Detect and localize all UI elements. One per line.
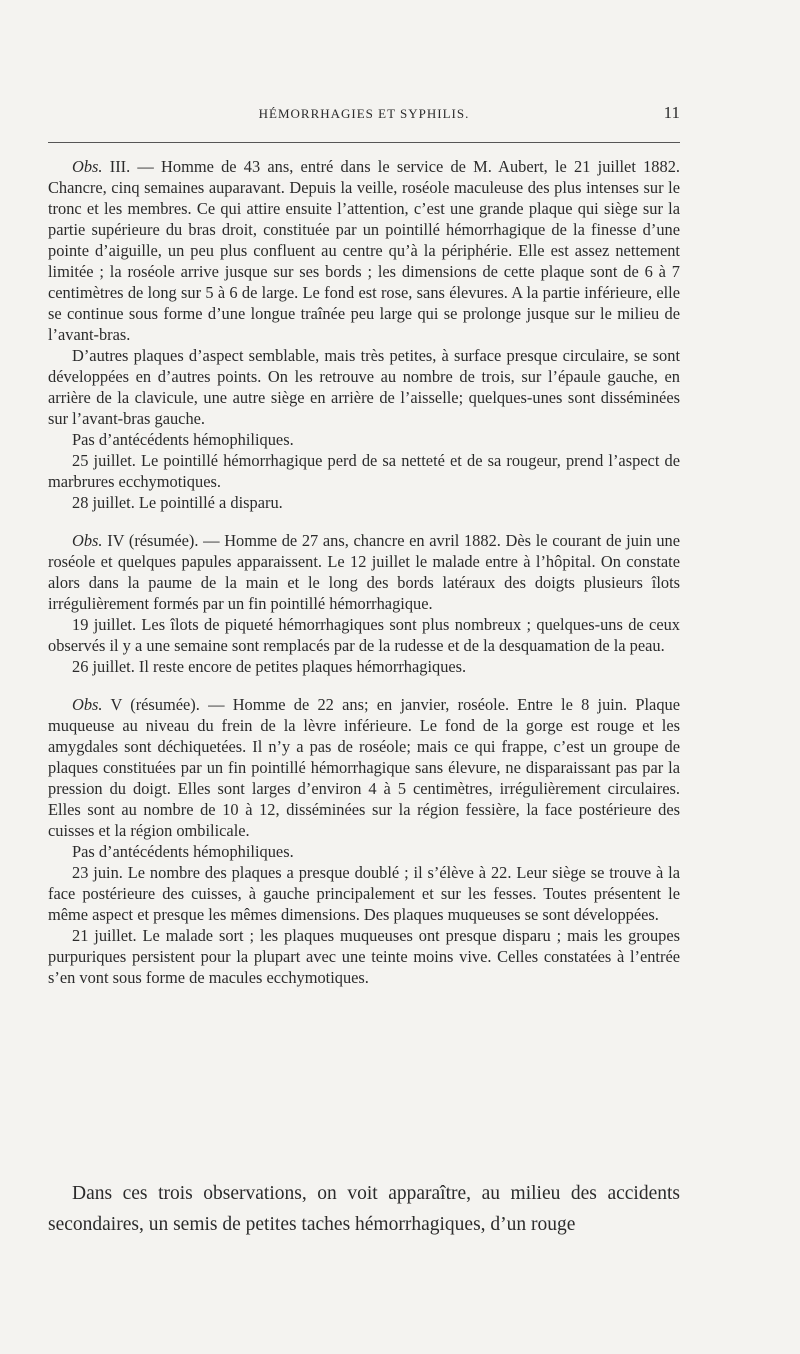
page-number: 11 xyxy=(663,103,680,122)
obs5-paragraph-3: 23 juin. Le nombre des plaques a presque doublé ; il s’élève à 22. Leur siège se trouve à la face postérieure des cuisses, à gauche principalement et sur les fesses. Toutes présentent le même aspect et presque les mêmes dimensions. Des plaques muqueuses se sont développées. xyxy=(48,863,680,924)
obs5-paragraph-2: Pas d’antécédents hémophiliques. xyxy=(72,842,294,861)
obs3-paragraph-3: Pas d’antécédents hémophiliques. xyxy=(72,430,294,449)
obs3-paragraph-2: D’autres plaques d’aspect semblable, mais très petites, à surface presque circulaire, se sont développées en d’autres points. On les retrouve au nombre de trois, sur l’épaule gauche, en arrière de la clavicule, une autre siège en arrière de l’aisselle; quelques-unes sont disséminées sur l’avant-bras gauche. xyxy=(48,346,680,428)
observation-5 xyxy=(48,694,680,988)
obs4-text-1: IV (résumée). — Homme de 27 ans, chancre en avril 1882. Dès le courant de juin une roséole et quelques papules apparaissent. Le 12 juillet le malade entre à l’hôpital. On constate alors dans la paume de la main et le long des bords latéraux des doigts plusieurs îlots irrégulièrement formés par un fin pointillé hémorrhagique. xyxy=(48,531,680,613)
conclusion-text xyxy=(48,1178,680,1240)
obs4-paragraph-3: 26 juillet. Il reste encore de petites plaques hémorrhagiques. xyxy=(72,657,467,676)
header-rule xyxy=(48,142,680,143)
observation-3 xyxy=(48,156,680,513)
obs3-paragraph-4: 25 juillet. Le pointillé hémorrhagique perd de sa netteté et de sa rougeur, prend l’aspect de marbrures ecchymotiques. xyxy=(48,451,680,491)
obs3-label: Obs. xyxy=(72,157,103,176)
observation-4 xyxy=(48,530,680,677)
obs5-label: Obs. xyxy=(72,695,103,714)
obs4-label: Obs. xyxy=(72,531,103,550)
obs4-paragraph-2: 19 juillet. Les îlots de piqueté hémorrhagiques sont plus nombreux ; quelques-uns de ceux observés il y a une semaine sont remplacés par de la rudesse et de la desquamation de la peau. xyxy=(48,615,680,655)
obs5-paragraph-4: 21 juillet. Le malade sort ; les plaques muqueuses ont presque disparu ; mais les groupes purpuriques persistent pour la plupart avec une teinte moins vive. Celles constatées à l’entrée s’en vont sous forme de macules ecchymotiques. xyxy=(48,926,680,987)
obs5-text-1: V (résumée). — Homme de 22 ans; en janvier, roséole. Entre le 8 juin. Plaque muqueuse au niveau du frein de la lèvre inférieure. Le fond de la gorge est rouge et les amygdales sont déchiquetées. Il n’y a pas de roséole; mais ce qui frappe, c’est un groupe de plaques constituées par un fin pointillé hémorrhagique sans élevure, ne disparaissant pas par la pression du doigt. Elles sont larges d’environ 4 à 5 centimètres, irrégulièrement circulaires. Elles sont au nombre de 10 à 12, disséminées sur la région fessière, la face postérieure des cuisses et la région ombilicale. xyxy=(48,695,680,840)
obs5-paragraph-1 xyxy=(48,694,680,841)
running-title: HÉMORRHAGIES ET SYPHILIS. xyxy=(258,106,470,121)
page-header xyxy=(48,103,680,130)
obs3-paragraph-1 xyxy=(48,156,680,345)
obs4-paragraph-1 xyxy=(48,530,680,614)
obs3-paragraph-5: 28 juillet. Le pointillé a disparu. xyxy=(72,493,283,512)
conclusion-paragraph: Dans ces trois observations, on voit apparaître, au milieu des accidents secondaires, un semis de petites taches hémorrhagiques, d’un rouge xyxy=(48,1183,680,1235)
obs3-text-1: III. — Homme de 43 ans, entré dans le service de M. Aubert, le 21 juillet 1882. Chancre, cinq semaines auparavant. Depuis la veille, roséole maculeuse des plus intenses sur le tronc et les membres. Ce qui attire ensuite l’attention, c’est une grande plaque qui siège sur la partie supérieure du bras droit, constituée par un pointillé hémorrhagique de la finesse d’une pointe d’aiguille, un peu plus confluent au centre qu’à la périphérie. Elle est assez nettement limitée ; la roséole arrive jusque sur ses bords ; les dimensions de cette plaque sont de 6 à 7 centimètres de long sur 5 à 6 de large. Le fond est rose, sans élevures. A la partie inférieure, elle se continue sous forme d’une longue traînée peu large qui se prolonge jusque sur le milieu de l’avant-bras. xyxy=(48,157,680,344)
observations-text xyxy=(48,156,680,1005)
